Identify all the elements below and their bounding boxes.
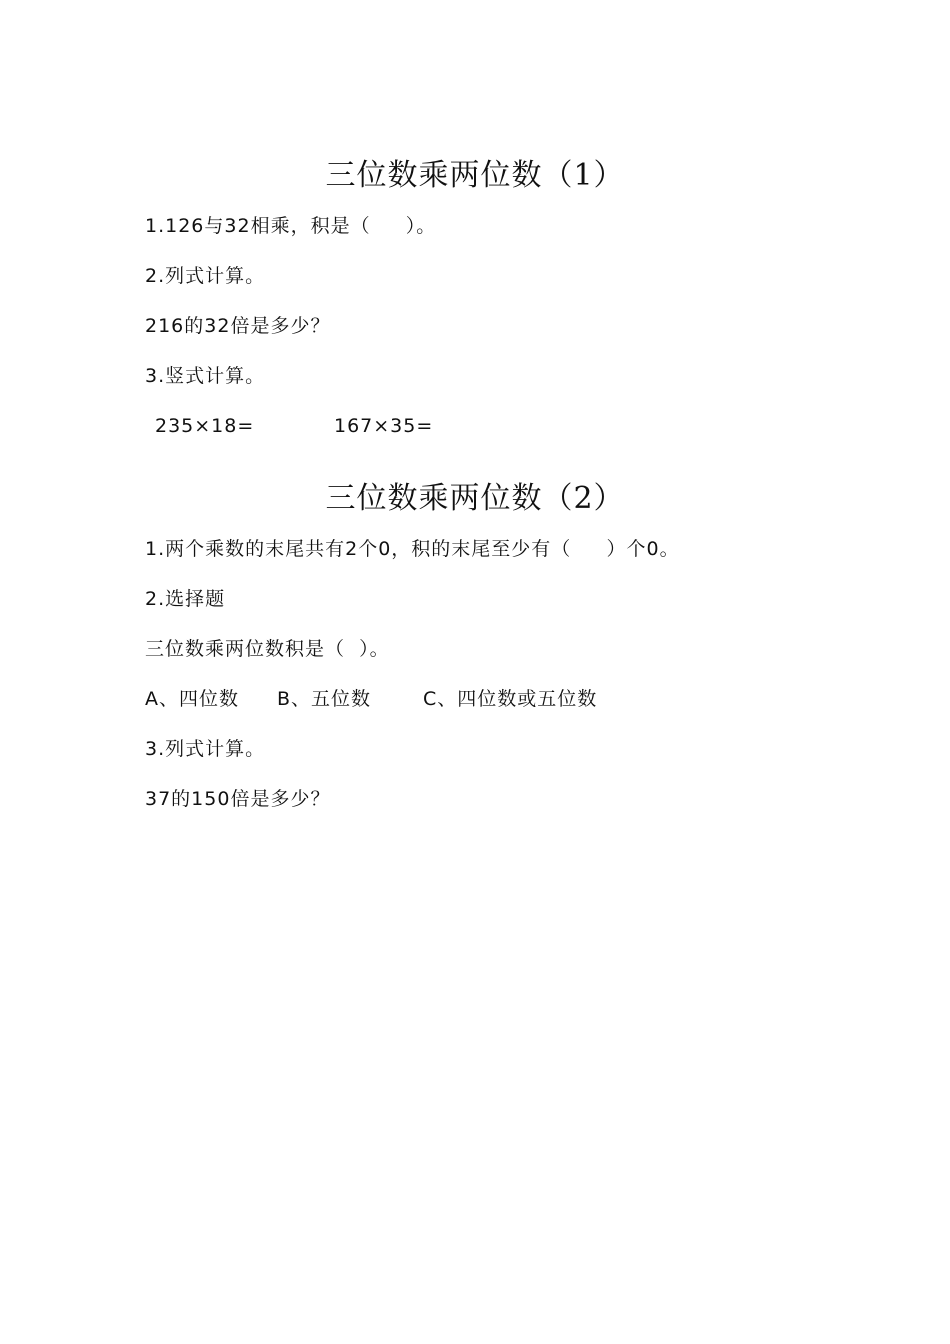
- section-1-question-2: 2.列式计算。: [145, 265, 266, 287]
- section-1-question-1: 1.126与32相乘，积是（ ）。: [145, 215, 437, 237]
- option-c: C、四位数或五位数: [423, 688, 598, 710]
- calc-expression-1: 235×18=: [155, 415, 255, 437]
- section-2-question-1: 1.两个乘数的末尾共有2个0，积的末尾至少有（ ）个0。: [145, 538, 680, 560]
- calc-expression-2: 167×35=: [334, 415, 434, 437]
- section-1-question-3: 3.竖式计算。: [145, 365, 266, 387]
- section-2-title: 三位数乘两位数（2）: [325, 481, 625, 516]
- section-2-question-2: 2.选择题: [145, 588, 226, 610]
- section-1-question-2-text: 216的32倍是多少？: [145, 315, 331, 337]
- section-2-question-2-text: 三位数乘两位数积是（ ）。: [145, 638, 390, 660]
- option-b: B、五位数: [277, 688, 372, 710]
- section-1-title: 三位数乘两位数（1）: [325, 158, 625, 193]
- section-2-question-3: 3.列式计算。: [145, 738, 266, 760]
- section-2-question-3-text: 37的150倍是多少？: [145, 788, 331, 810]
- option-a: A、四位数: [145, 688, 239, 710]
